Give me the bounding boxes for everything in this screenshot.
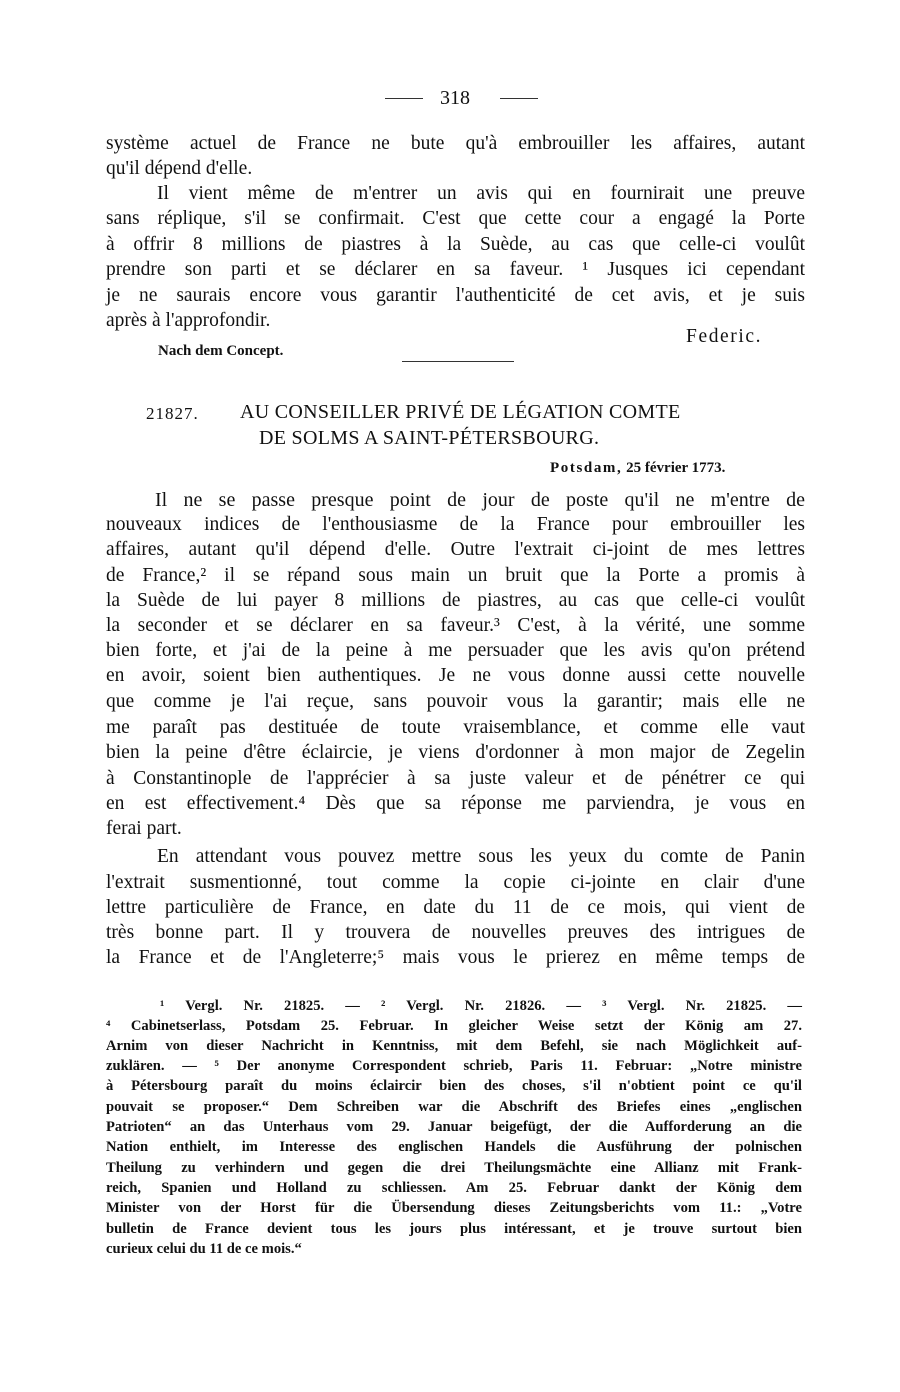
body-line: système actuel de France ne bute qu'à embrouiller les affaires, autant (106, 133, 805, 154)
body-line: sans réplique, s'il se confirmait. C'est que cette cour a engagé la Porte (106, 208, 805, 229)
footnote-line: reich, Spanien und Holland zu schliessen. Am 25. Februar dankt der König dem (106, 1180, 802, 1196)
body-line: qu'il dépend d'elle. (106, 158, 253, 179)
body-line: affaires, autant qu'il dépend d'elle. Outre l'extrait ci-joint de mes lettres (106, 539, 805, 560)
footnote-line: ⁴ Cabinetserlass, Potsdam 25. Februar. In gleicher Weise setzt der König am 27. (106, 1018, 802, 1034)
footnote-line: ¹ Vergl. Nr. 21825. — ² Vergl. Nr. 21826. — ³ Vergl. Nr. 21825. — (160, 998, 802, 1014)
signature: Federic. (686, 326, 763, 347)
letter-date: 25 février 1773. (626, 460, 726, 476)
letter-heading-line1: AU CONSEILLER PRIVÉ DE LÉGATION COMTE (240, 401, 681, 423)
body-line: nouveaux indices de l'enthousiasme de la France pour embrouiller les (106, 514, 805, 535)
letter-place: Potsdam, (550, 460, 623, 476)
body-line: la seconder et se déclarer en sa faveur.³ C'est, à la vérité, une somme (106, 615, 805, 636)
body-line: ferai part. (106, 818, 182, 839)
body-line: bien la peine d'être éclaircie, je viens d'ordonner à mon major de Zegelin (106, 742, 805, 763)
body-line: Il vient même de m'entrer un avis qui en fournirait une preuve (157, 183, 805, 204)
body-line: que comme je l'ai reçue, sans pouvoir vous la garantir; mais elle ne (106, 691, 805, 712)
letter-heading-line2: DE SOLMS A SAINT-PÉTERSBOURG. (259, 427, 600, 449)
body-line: de France,² il se répand sous main un bruit que la Porte a promis à (106, 565, 805, 586)
section-divider (402, 361, 514, 362)
footnote-line: Patrioten“ an das Unterhaus vom 29. Januar beigefügt, der die Aufforderung an die (106, 1119, 802, 1135)
footnote-line: bulletin de France devient tous les jours plus intéressant, et je trouve surtout bien (106, 1221, 802, 1237)
source-note: Nach dem Concept. (158, 343, 284, 359)
footnote-line: curieux celui du 11 de ce mois.“ (106, 1241, 302, 1257)
letter-dateline (550, 456, 725, 480)
footnote-line: zuklären. — ⁵ Der anonyme Correspondent schrieb, Paris 11. Februar: „Notre ministre (106, 1058, 802, 1074)
body-line: En attendant vous pouvez mettre sous les yeux du comte de Panin (157, 846, 805, 867)
body-line: après à l'approfondir. (106, 310, 271, 331)
footnote-line: Nation enthielt, im Interesse des englischen Handels die Ausführung der polnischen (106, 1139, 802, 1155)
body-line: je ne saurais encore vous garantir l'authenticité de cet avis, et je suis (106, 285, 805, 306)
body-line: très bonne part. Il y trouvera de nouvelles preuves des intrigues de (106, 922, 805, 943)
body-line: la France et de l'Angleterre;⁵ mais vous le prierez en même temps de (106, 947, 805, 968)
footnote-line: pouvait se proposer.“ Dem Schreiben war die Abschrift des Briefes eines „englischen (106, 1099, 802, 1115)
body-line: l'extrait susmentionné, tout comme la copie ci-jointe en clair d'une (106, 872, 805, 893)
footnote-line: à Pétersbourg paraît du moins éclaircir bien des choses, s'il n'obtient point ce qu'il (106, 1078, 802, 1094)
body-line: bien forte, et j'ai de la peine à me persuader que les avis qu'on prétend (106, 640, 805, 661)
body-line: me paraît pas destituée de toute vraisemblance, et comme elle vaut (106, 717, 805, 738)
letter-number: 21827. (146, 404, 199, 423)
body-line: la Suède de lui payer 8 millions de piastres, au cas que celle-ci voulût (106, 590, 805, 611)
footnote-line: Theilung zu verhindern und gegen die drei Theilungsmächte eine Allianz mit Frank- (106, 1160, 802, 1176)
body-line: lettre particulière de France, en date du 11 de ce mois, qui vient de (106, 897, 805, 918)
header-rule-right (500, 98, 538, 99)
page-number: 318 (440, 87, 470, 109)
body-line: en avoir, soient bien authentiques. Je ne vous donne aussi cette nouvelle (106, 665, 805, 686)
footnote-line: Arnim von dieser Nachricht in Kenntniss, mit dem Befehl, sie nach Möglichkeit auf- (106, 1038, 802, 1054)
body-line: Il ne se passe presque point de jour de poste qu'il ne m'entre de (155, 489, 805, 511)
footnote-line: Minister von der Horst für die Übersendung dieses Zeitungsberichts vom 11.: „Votre (106, 1200, 802, 1216)
header-rule-left (385, 98, 423, 99)
body-line: prendre son parti et se déclarer en sa faveur. ¹ Jusques ici cependant (106, 259, 805, 280)
body-line: à Constantinople de l'apprécier à sa juste valeur et de pénétrer ce qui (106, 768, 805, 789)
body-line: en est effectivement.⁴ Dès que sa réponse me parviendra, je vous en (106, 793, 805, 814)
body-line: à offrir 8 millions de piastres à la Suède, au cas que celle-ci voulût (106, 234, 805, 255)
